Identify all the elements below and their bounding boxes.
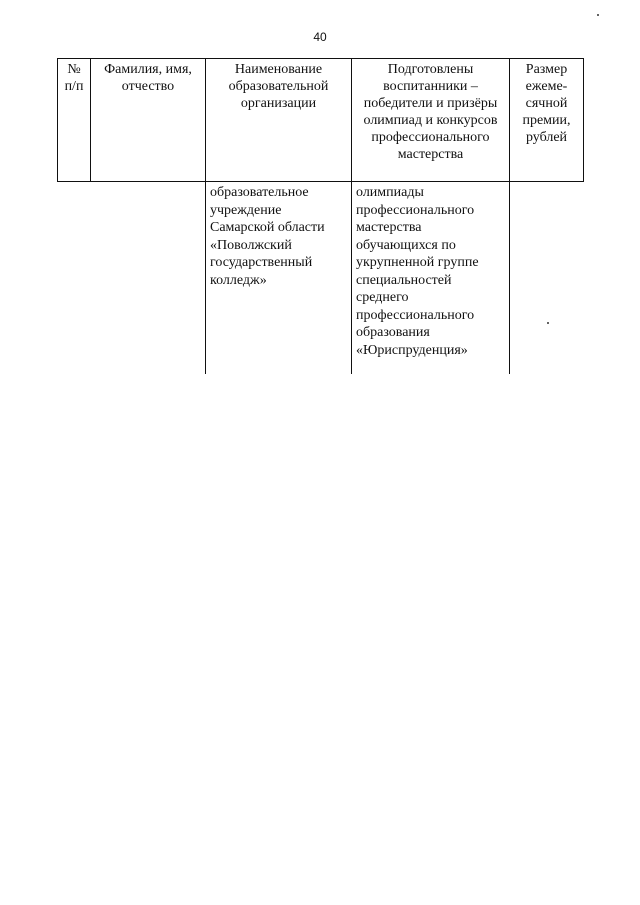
table-header-row — [58, 59, 584, 182]
header-achievements: Подготовлены воспитанники – победители и призёры олимпиад и конкурсов профессионального мастерства — [352, 59, 510, 182]
header-bonus: Размер ежеме- сячной премии, рублей — [510, 59, 584, 182]
cell-achievements: олимпиады профессионального мастерства обучающихся по укрупненной группе специальностей среднего профессионального образования «Юриспруденция» — [352, 182, 510, 375]
awards-table — [57, 58, 584, 374]
header-full-name: Фамилия, имя, отчество — [91, 59, 206, 182]
header-organization: Наименование образовательной организации — [206, 59, 352, 182]
cell-number — [58, 182, 91, 375]
table-row — [58, 182, 584, 375]
scan-speck — [597, 14, 599, 16]
header-number: № п/п — [58, 59, 91, 182]
page-number: 40 — [313, 30, 327, 44]
cell-organization: образовательное учреждение Самарской области «Поволжский государственный колледж» — [206, 182, 352, 375]
cell-bonus — [510, 182, 584, 375]
cell-full-name — [91, 182, 206, 375]
